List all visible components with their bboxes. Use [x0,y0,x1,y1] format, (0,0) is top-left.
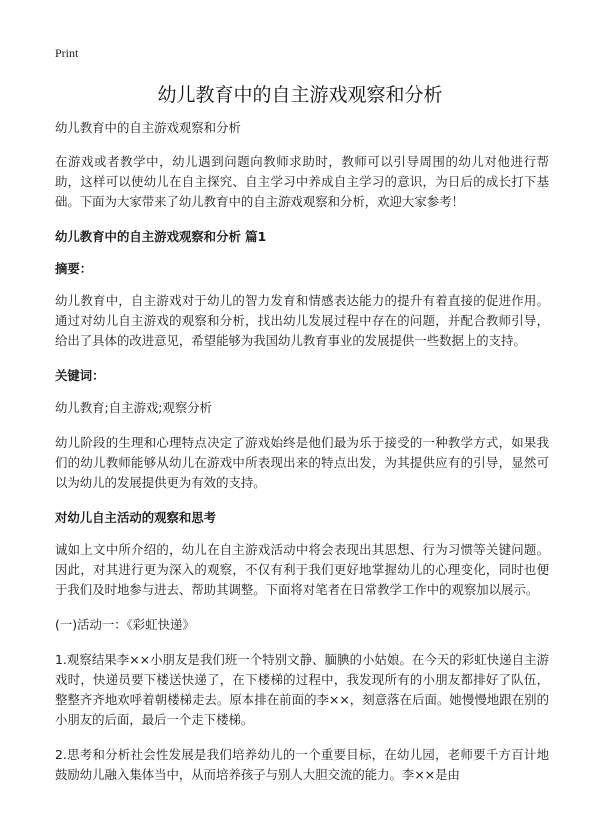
item-2-paragraph: 2.思考和分析社会性发展是我们培养幼儿的一个重要目标，在幼儿园，老师要千方百计地鼓励幼儿融入集体当中，从而培养孩子与别人大胆交流的能力。李××是由 [55,747,549,782]
abstract-label: 摘要： [55,261,93,276]
stage-paragraph: 幼儿阶段的生理和心理特点决定了游戏始终是他们最为乐于接受的一种教学方式，如果我们的幼儿教师能够从幼儿在游戏中所表现出来的特点出发，为其提供应有的引导，显然可以为幼儿的发展提供更为有效的支持。 [55,435,549,490]
document-body [55,118,549,800]
document-subtitle: 幼儿教育中的自主游戏观察和分析 [55,120,241,135]
intro-paragraph: 在游戏或者教学中，幼儿遇到问题向教师求助时，教师可以引导周围的幼儿对他进行帮助，这样可以使幼儿在自主探究、自主学习中养成自主学习的意识，为日后的成长打下基础。下面为大家带来了幼儿教育中的自主游戏观察和分析，欢迎大家参考！ [55,154,549,209]
document-title: 幼儿教育中的自主游戏观察和分析 [157,84,443,106]
keywords-paragraph: 幼儿教育;自主游戏;观察分析 [55,400,213,415]
abstract-paragraph: 幼儿教育中，自主游戏对于幼儿的智力发育和情感表达能力的提升有着直接的促进作用。通过对幼儿自主游戏的观察和分析，找出幼儿发展过程中存在的问题，并配合教师引导，给出了具体的改进意见，希望能够为我国幼儿教育事业的发展提供一些数据上的支持。 [55,293,549,348]
activity-label: (一)活动一：《彩虹快递》 [55,617,195,632]
section-title: 幼儿教育中的自主游戏观察和分析 篇1 [55,229,267,244]
observe-paragraph: 诚如上文中所介绍的，幼儿在自主游戏活动中将会表现出其思想、行为习惯等关键问题。因此，对其进行更为深入的观察，不仅有利于我们更好地掌握幼儿的心理变化，同时也便于我们及时地参与进去、帮助其调整。下面将对笔者在日常教学工作中的观察加以展示。 [55,542,549,597]
item-1-paragraph: 1.观察结果李××小朋友是我们班一个特别文静、腼腆的小姑娘。在今天的彩虹快递自主游戏时，快递员要下楼送快递了，在下楼梯的过程中，我发现所有的小朋友都排好了队伍，整整齐齐地欢呼着朝楼梯走去。原本排在前面的李××，刻意落在后面。她慢慢地跟在别的小朋友的后面，最后一个走下楼梯。 [55,652,549,727]
print-link[interactable]: Print [55,46,79,60]
keywords-label: 关键词： [55,368,105,383]
observe-heading: 对幼儿自主活动的观察和思考 [55,510,217,525]
